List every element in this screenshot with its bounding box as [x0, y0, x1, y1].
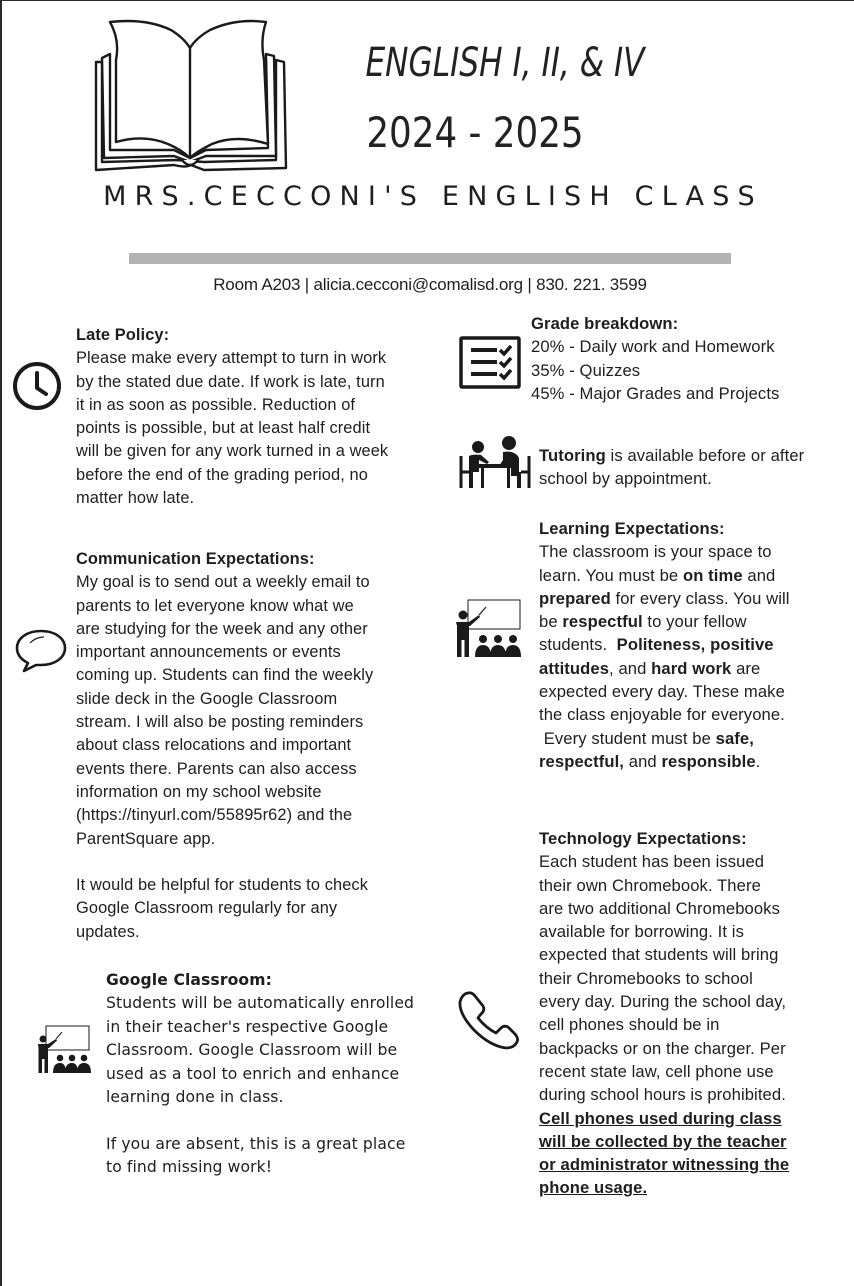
learning-line: The classroom is your space to: [539, 542, 772, 562]
technology-line: are two additional Chromebooks: [539, 898, 780, 918]
technology-line: backpacks or on the charger. Per: [539, 1038, 786, 1058]
communication-section: [76, 548, 456, 944]
learning-section: [539, 517, 849, 773]
technology-line: their Chromebooks to school: [539, 968, 753, 988]
bold-text: respectful,: [539, 751, 625, 771]
late-policy-heading: Late Policy:: [76, 326, 170, 344]
bold-text: prepared: [539, 588, 611, 608]
speech-bubble-icon: [14, 628, 68, 674]
technology-line: their own Chromebook. There: [539, 875, 761, 895]
tutoring-bold: Tutoring: [539, 446, 606, 465]
tutoring-icon: [459, 436, 531, 490]
communication-line: ParentSquare app.: [76, 829, 216, 848]
learning-line: [539, 610, 849, 633]
google-classroom-heading: Google Classroom:: [106, 971, 272, 989]
google-classroom-line: to find missing work!: [106, 1158, 273, 1177]
tutoring-text: is available before or after: [605, 446, 805, 465]
class-name: MRS.CECCONI'S ENGLISH CLASS: [103, 181, 763, 212]
communication-line: are studying for the week and any other: [76, 619, 368, 638]
late-policy-line: it in as soon as possible. Reduction of: [76, 395, 356, 414]
website-link-line[interactable]: (https://tinyurl.com/55895r62) and the: [76, 806, 353, 825]
communication-line: stream. I will also be posting reminders: [76, 713, 364, 732]
technology-line: every day. During the school day,: [539, 992, 787, 1012]
technology-heading: Technology Expectations:: [539, 829, 747, 848]
google-classroom-line: used as a tool to enrich and enhance: [106, 1064, 400, 1083]
phone-policy-underlined: Cell phones used during class: [539, 1108, 782, 1128]
google-classroom-line: Classroom. Google Classroom will be: [106, 1041, 398, 1060]
open-book-icon: [86, 10, 291, 175]
learning-line: expected every day. These make: [539, 682, 785, 702]
text: be: [539, 612, 563, 632]
communication-line: coming up. Students can find the weekly: [76, 666, 374, 685]
teacher-presentation-icon: [36, 1025, 96, 1075]
late-policy-line: before the end of the grading period, no: [76, 465, 368, 484]
learning-line: the class enjoyable for everyone.: [539, 705, 785, 725]
google-classroom-line: learning done in class.: [106, 1088, 284, 1107]
learning-line: [539, 750, 849, 773]
bold-text: hard work: [651, 658, 732, 678]
communication-line: Google Classroom regularly for any: [76, 899, 338, 918]
text: students.: [539, 635, 617, 655]
google-classroom-line: If you are absent, this is a great place: [106, 1134, 406, 1153]
communication-line: It would be helpful for students to check: [76, 876, 369, 895]
late-policy-line: points is possible, but at least half credit: [76, 419, 371, 438]
technology-section: [539, 827, 849, 1200]
tutoring-line: school by appointment.: [539, 469, 712, 489]
bold-text: attitudes: [539, 658, 610, 678]
late-policy-section: [76, 324, 456, 510]
school-year: 2024 - 2025: [366, 108, 584, 157]
tutoring-line: [539, 444, 849, 467]
text: , and: [609, 658, 652, 678]
communication-line: updates.: [76, 922, 140, 941]
text: for every class. You will: [610, 588, 790, 608]
technology-line: Each student has been issued: [539, 852, 765, 872]
bold-text: respectful: [562, 612, 643, 632]
google-classroom-line: Students will be automatically enrolled: [106, 994, 415, 1013]
technology-line: recent state law, cell phone use: [539, 1061, 774, 1081]
learning-line: [539, 564, 849, 587]
grade-item: 35% - Quizzes: [531, 360, 641, 380]
late-policy-line: will be given for any work turned in a week: [76, 442, 389, 461]
communication-line: important announcements or events: [76, 643, 341, 662]
communication-line: events there. Parents can also access: [76, 759, 357, 778]
late-policy-line: Please make every attempt to turn in work: [76, 349, 387, 368]
late-policy-line: matter how late.: [76, 489, 195, 508]
learning-line: [539, 633, 849, 656]
late-policy-line: by the stated due date. If work is late, turn: [76, 372, 385, 391]
phone-icon: [458, 990, 522, 1052]
tutoring-section: [539, 444, 849, 491]
text: and: [742, 565, 776, 585]
contact-info: Room A203 | alicia.cecconi@comalisd.org | 830. 221. 3599: [213, 275, 647, 294]
text: Every student must be: [539, 728, 716, 748]
bold-text: Politeness, positive: [616, 635, 774, 655]
spacer: [106, 1109, 446, 1132]
grade-breakdown-heading: Grade breakdown:: [531, 314, 679, 333]
learning-line: [539, 727, 849, 750]
communication-line: about class relocations and important: [76, 736, 352, 755]
google-classroom-line: in their teacher's respective Google: [106, 1017, 389, 1036]
bold-text: safe,: [715, 728, 754, 748]
phone-policy-underlined: phone usage.: [539, 1178, 648, 1198]
communication-line: parents to let everyone know what we: [76, 596, 354, 615]
spacer: [76, 851, 456, 874]
bold-text: on time: [682, 565, 743, 585]
communication-line: information on my school website: [76, 782, 322, 801]
learning-heading: Learning Expectations:: [539, 519, 725, 538]
grade-item: 20% - Daily work and Homework: [531, 337, 775, 357]
teacher-presentation-icon: [454, 598, 526, 660]
text: to your fellow: [642, 612, 747, 632]
google-classroom-section: [106, 969, 446, 1180]
communication-line: My goal is to send out a weekly email to: [76, 573, 370, 592]
technology-line: during school hours is prohibited.: [539, 1085, 786, 1105]
text: are: [731, 658, 761, 678]
technology-line: expected that students will bring: [539, 945, 779, 965]
bold-text: responsible: [661, 751, 756, 771]
text: learn. You must be: [539, 565, 683, 585]
learning-line: [539, 587, 849, 610]
page-border-top: [0, 0, 854, 1]
communication-heading: Communication Expectations:: [76, 550, 315, 568]
learning-line: [539, 657, 849, 680]
grade-item: 45% - Major Grades and Projects: [531, 383, 780, 403]
phone-policy-underlined: will be collected by the teacher: [539, 1131, 787, 1151]
text: .: [755, 751, 761, 771]
communication-line: slide deck in the Google Classroom: [76, 689, 338, 708]
technology-line: cell phones should be in: [539, 1015, 720, 1035]
clock-icon: [12, 361, 62, 411]
grade-breakdown-section: [531, 312, 851, 405]
course-title: ENGLISH I, II, & IV: [365, 40, 645, 86]
text: and: [624, 751, 662, 771]
technology-line: available for borrowing. It is: [539, 922, 744, 942]
phone-policy-underlined: or administrator witnessing the: [539, 1155, 790, 1175]
divider-bar: [129, 253, 731, 264]
checklist-icon: [459, 336, 521, 389]
